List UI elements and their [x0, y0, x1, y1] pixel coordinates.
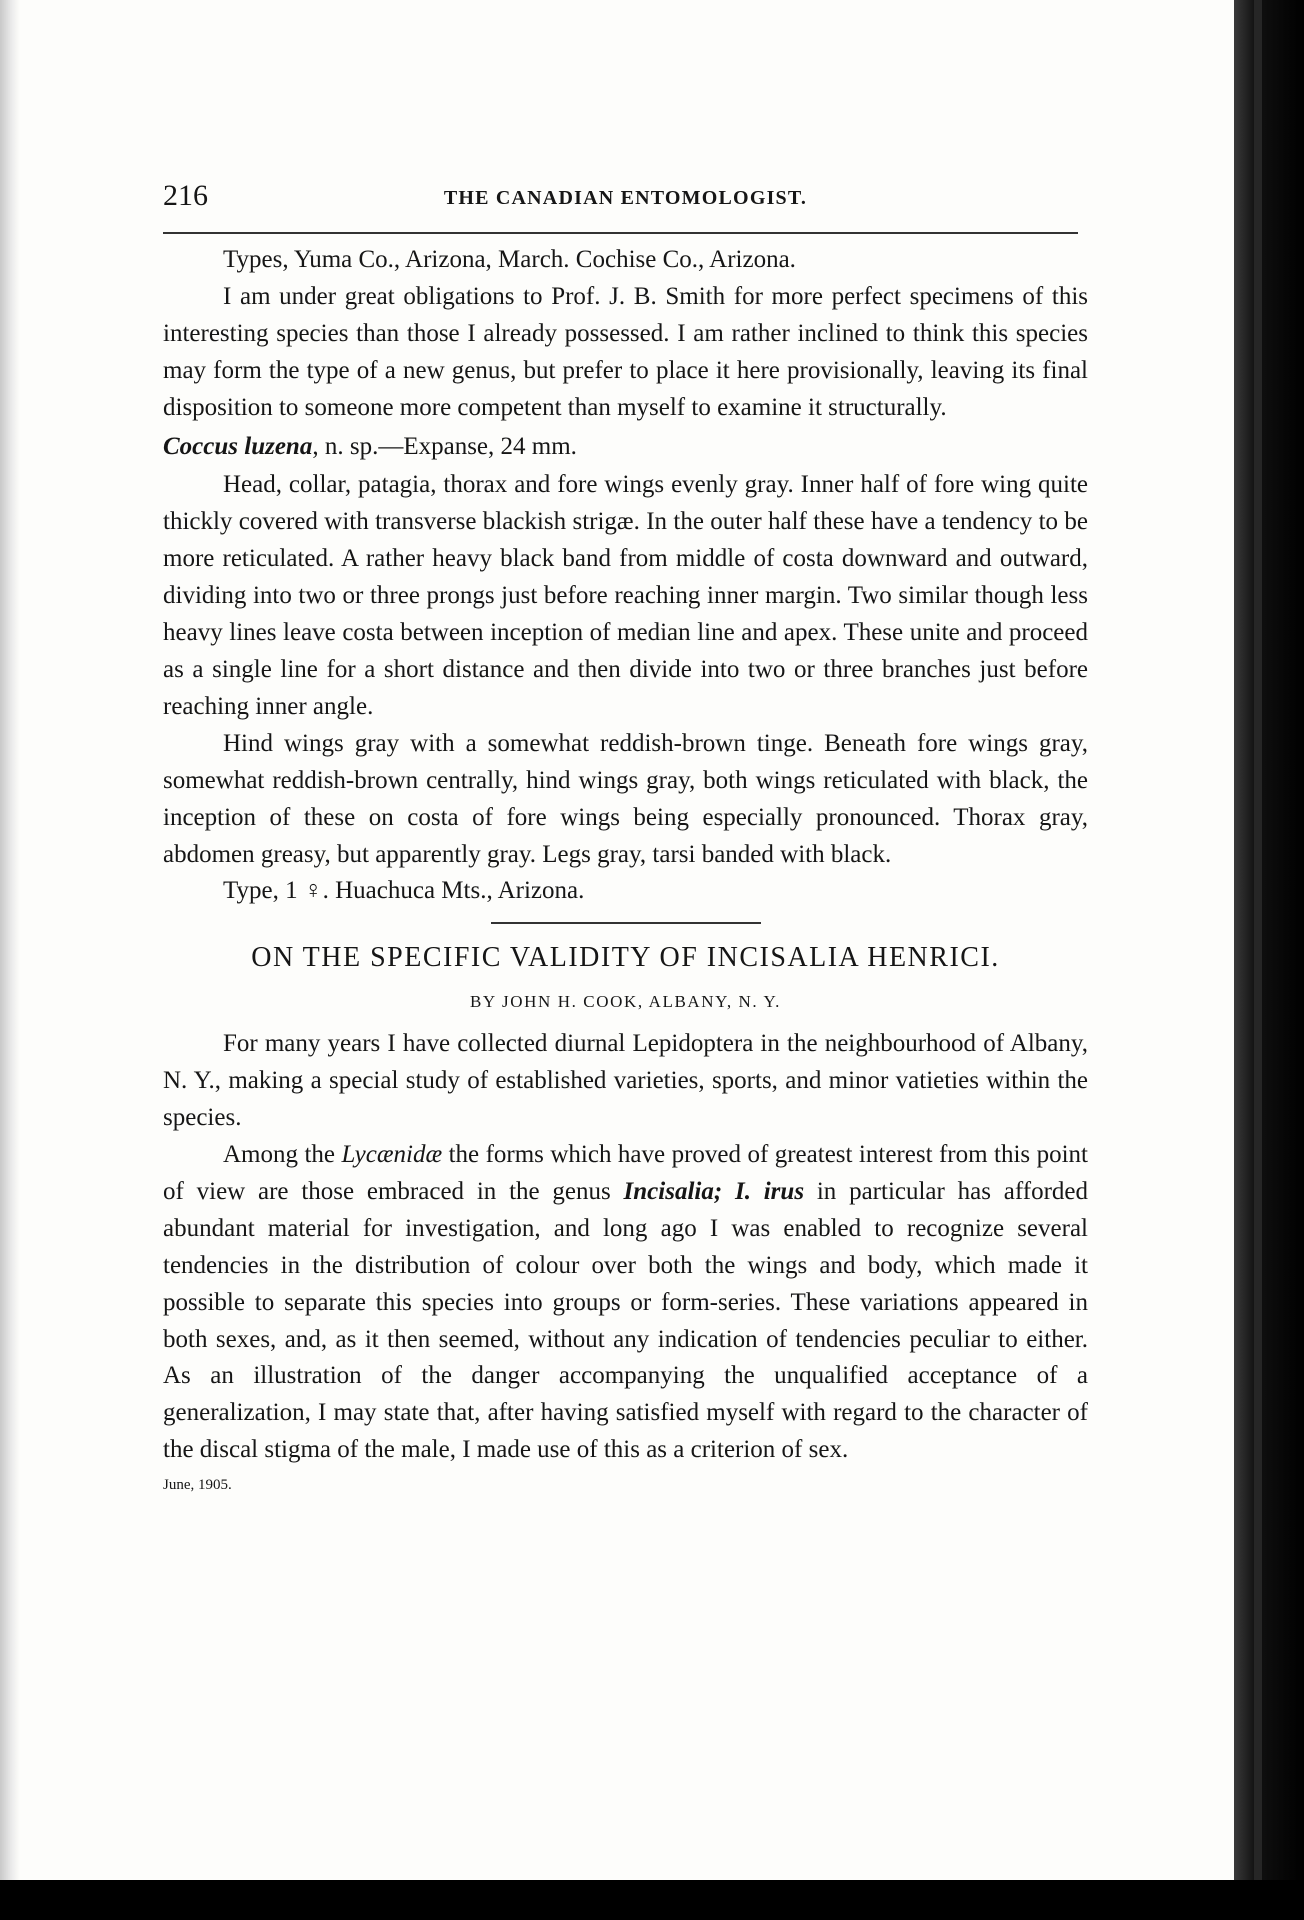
running-title: THE CANADIAN ENTOMOLOGIST. — [443, 187, 808, 209]
page-header — [163, 168, 1088, 228]
family-name: Lycænidæ — [341, 1141, 443, 1169]
species-description: , n. sp.—Expanse, 24 mm. — [312, 432, 577, 460]
type-line: Type, 1 ♀. Huachuca Mts., Arizona. — [223, 877, 585, 905]
text-run: in particular has afforded abundant material for investigation, and long ago I was enabled to recognize several tendencies in the distribution of colour over both the wings and body, which made it possible to separate this species into groups or form-series. These variations appeared in both sexes, and, as it then seemed, without any indication of tendencies peculiar to either. As an illustration of the danger accompanying the unqualified acceptance of a generalization, I may state that, after having satisfied myself with regard to the character of the discal stigma of the male, I made use of this as a criterion of sex. — [163, 1177, 1088, 1464]
paragraph: Head, collar, patagia, thorax and fore wings evenly gray. Inner half of fore wing quite thickly covered with transverse blackish strigæ. In the outer half these have a tendency to be more reticulated. A rather heavy black band from middle of costa downward and outward, dividing into two or three prongs just before reaching inner margin. Two similar though less heavy lines leave costa between inception of median line and apex. These unite and proceed as a single line for a short distance and then divide into two or three branches just before reaching inner angle. — [163, 471, 1088, 720]
paragraph: Hind wings gray with a somewhat reddish-brown tinge. Beneath fore wings gray, somewhat reddish-brown centrally, hind wings gray, both wings reticulated with black, the inception of these on costa of fore wings being especially pronounced. Thorax gray, abdomen greasy, but apparently gray. Legs gray, tarsi banded with black. — [163, 729, 1088, 868]
header-rule — [163, 232, 1078, 234]
article-byline: BY JOHN H. COOK, ALBANY, N. Y. — [469, 992, 782, 1012]
edge-stripe — [1254, 0, 1262, 1920]
article-title: ON THE SPECIFIC VALIDITY OF INCISALIA HENRICI. — [251, 942, 1000, 974]
text-run: Among the — [223, 1141, 342, 1169]
book-edge — [1234, 0, 1304, 1920]
section-divider — [491, 922, 761, 924]
paragraph: I am under great obligations to Prof. J. B. Smith for more perfect specimens of this interesting species than those I already possessed. I am rather inclined to think this species may form the type of a new genus, but prefer to place it here provisionally, leaving its final disposition to someone more competent than myself to examine it structurally. — [163, 282, 1088, 421]
species-heading — [163, 429, 1088, 466]
page-number: 216 — [163, 179, 208, 212]
paragraph: For many years I have collected diurnal Lepidoptera in the neighbourhood of Albany, N. Y., making a special study of established varieties, sports, and minor vatieties within the species. — [163, 1030, 1088, 1132]
page-gutter-shadow — [0, 0, 20, 1880]
page-content — [163, 168, 1088, 1499]
types-line: Types, Yuma Co., Arizona, March. Cochise Co., Arizona. — [223, 246, 796, 273]
issue-date: June, 1905. — [163, 1477, 232, 1494]
genus-name: Incisalia; I. irus — [623, 1177, 805, 1205]
scan-border — [0, 1880, 1304, 1920]
species-name: Coccus luzena — [163, 432, 313, 460]
text-run: the forms which have proved of greatest interest from this point of view are those embraced in the genus — [163, 1141, 1088, 1205]
paragraph — [163, 1137, 1088, 1469]
